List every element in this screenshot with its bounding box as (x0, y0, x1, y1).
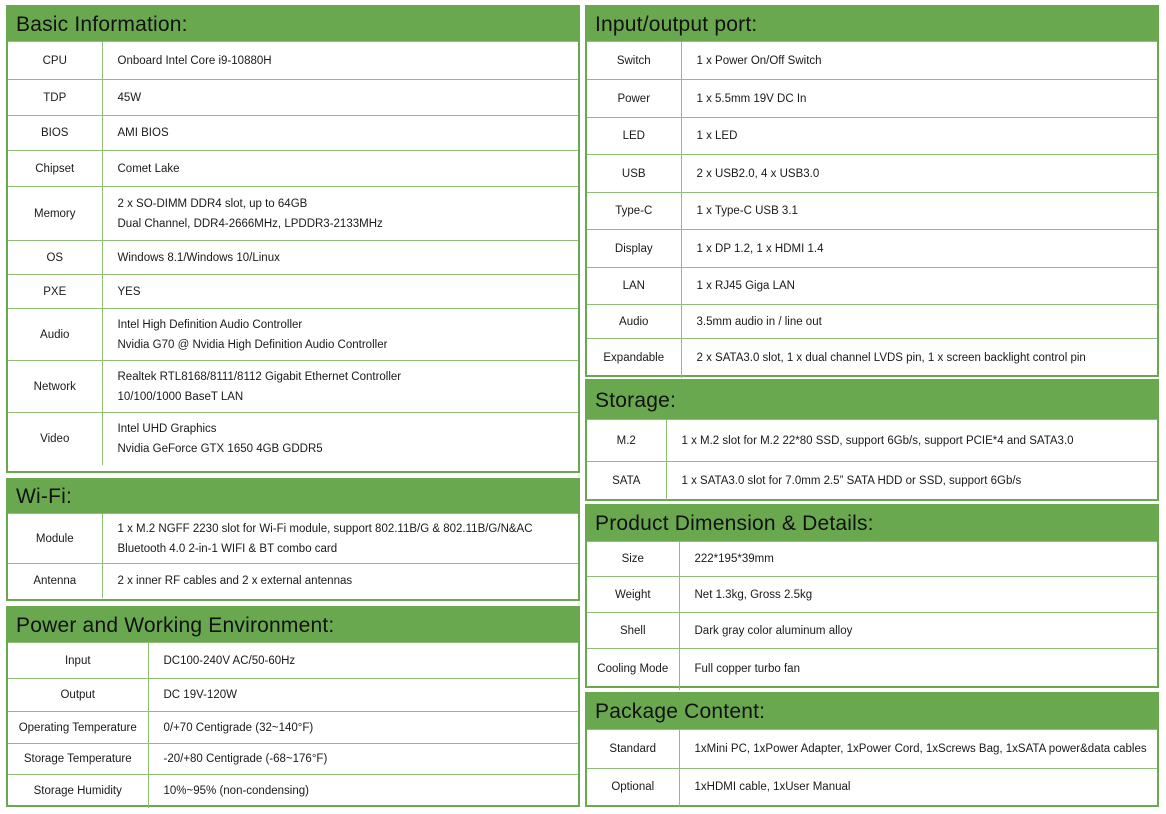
spec-value-line: 1 x Power On/Off Switch (696, 54, 822, 67)
basic-section-title: Basic Information: (8, 7, 578, 41)
table-row (8, 744, 578, 775)
io-section (585, 5, 1159, 377)
spec-label: M.2 (587, 420, 666, 462)
spec-value-line: 1 x DP 1.2, 1 x HDMI 1.4 (696, 242, 824, 255)
table-row (587, 420, 1157, 462)
spec-label: LAN (587, 268, 681, 305)
io-section-title: Input/output port: (587, 7, 1157, 41)
wifi-section-title: Wi-Fi: (8, 480, 578, 513)
package-spec-table (587, 729, 1157, 806)
spec-value (102, 151, 578, 187)
spec-value (102, 361, 578, 413)
spec-value-line: 3.5mm audio in / line out (696, 315, 822, 328)
table-row (587, 730, 1157, 769)
spec-value (666, 462, 1157, 500)
table-row (8, 80, 578, 116)
wifi-section (6, 478, 580, 601)
spec-label: Chipset (8, 151, 102, 187)
dimension-section-title: Product Dimension & Details: (587, 506, 1157, 541)
package-section-title: Package Content: (587, 694, 1157, 729)
table-row (8, 514, 578, 564)
spec-value (681, 118, 1157, 155)
spec-label: Weight (587, 577, 679, 613)
spec-label: TDP (8, 80, 102, 116)
spec-value-line: Nvidia G70 @ Nvidia High Definition Audio Controller (117, 338, 388, 351)
spec-label: LED (587, 118, 681, 155)
spec-label: Output (8, 679, 148, 712)
spec-label: BIOS (8, 116, 102, 151)
spec-value-line: -20/+80 Centigrade (-68~176°F) (163, 753, 328, 765)
spec-label: Optional (587, 769, 679, 806)
spec-value (681, 305, 1157, 339)
wifi-spec-table (8, 513, 578, 598)
basic-spec-table (8, 41, 578, 465)
spec-value-line: 1xMini PC, 1xPower Adapter, 1xPower Cord, 1xScrews Bag, 1xSATA power&data cables (694, 743, 1147, 755)
spec-label: Expandable (587, 339, 681, 378)
table-row (587, 613, 1157, 649)
spec-value-line: Onboard Intel Core i9-10880H (117, 54, 272, 67)
spec-value-line: DC 19V-120W (163, 689, 238, 701)
spec-label: Cooling Mode (587, 649, 679, 690)
spec-value-line: YES (117, 285, 141, 298)
spec-value (102, 309, 578, 361)
dimension-section (585, 504, 1159, 688)
table-row (587, 339, 1157, 378)
table-row (8, 564, 578, 598)
spec-value (102, 116, 578, 151)
spec-value (102, 275, 578, 309)
spec-value-line: 1 x SATA3.0 slot for 7.0mm 2.5” SATA HDD or SSD, support 6Gb/s (681, 474, 1022, 487)
spec-label: USB (587, 155, 681, 193)
spec-value-line: Realtek RTL8168/8111/8112 Gigabit Ethernet Controller (117, 370, 402, 383)
table-row (587, 42, 1157, 80)
table-row (587, 80, 1157, 118)
spec-value (679, 542, 1157, 577)
table-row (587, 649, 1157, 690)
spec-value (102, 80, 578, 116)
spec-value-line: 1 x M.2 NGFF 2230 slot for Wi-Fi module, support 802.11B/G & 802.11B/G/N&AC (117, 522, 533, 535)
table-row (8, 187, 578, 241)
spec-value (148, 712, 578, 744)
spec-value-line: 10%~95% (non-condensing) (163, 785, 309, 798)
package-section (585, 692, 1159, 807)
spec-value (681, 230, 1157, 268)
spec-label: Memory (8, 187, 102, 241)
table-row (8, 309, 578, 361)
spec-value (681, 268, 1157, 305)
table-row (8, 42, 578, 80)
spec-value-line: Dark gray color aluminum alloy (694, 624, 853, 637)
spec-value-line: DC100-240V AC/50-60Hz (163, 654, 296, 667)
spec-label: Power (587, 80, 681, 118)
table-row (8, 275, 578, 309)
table-row (587, 542, 1157, 577)
table-row (8, 413, 578, 465)
table-row (587, 769, 1157, 806)
spec-value (148, 643, 578, 679)
spec-value-line: 1 x RJ45 Giga LAN (696, 280, 795, 292)
spec-value (666, 420, 1157, 462)
spec-value (681, 339, 1157, 378)
spec-label: Video (8, 413, 102, 465)
spec-label: Type-C (587, 193, 681, 230)
spec-label: Operating Temperature (8, 712, 148, 744)
spec-value (679, 769, 1157, 806)
table-row (587, 268, 1157, 305)
spec-label: Size (587, 542, 679, 577)
spec-label: Audio (8, 309, 102, 361)
table-row (8, 151, 578, 187)
table-row (587, 230, 1157, 268)
spec-value (102, 42, 578, 80)
spec-value (102, 413, 578, 465)
spec-value (102, 514, 578, 564)
spec-value (679, 613, 1157, 649)
table-row (8, 361, 578, 413)
storage-section-title: Storage: (587, 381, 1157, 419)
power-spec-table (8, 642, 578, 808)
spec-value (102, 241, 578, 275)
spec-value-line: 2 x USB2.0, 4 x USB3.0 (696, 167, 820, 180)
spec-label: Storage Temperature (8, 744, 148, 775)
spec-value-line: Comet Lake (117, 162, 180, 175)
spec-label: Module (8, 514, 102, 564)
spec-label: Antenna (8, 564, 102, 598)
spec-label: Storage Humidity (8, 775, 148, 808)
spec-value-line: Full copper turbo fan (694, 663, 800, 676)
spec-label: Network (8, 361, 102, 413)
table-row (587, 155, 1157, 193)
spec-label: OS (8, 241, 102, 275)
io-spec-table (587, 41, 1157, 378)
spec-value (681, 193, 1157, 230)
spec-value (148, 679, 578, 712)
spec-value-line: 222*195*39mm (694, 553, 774, 565)
spec-value (681, 155, 1157, 193)
spec-value-line: 1 x M.2 slot for M.2 22*80 SSD, support 6Gb/s, support PCIE*4 and SATA3.0 (681, 434, 1074, 447)
dimension-spec-table (587, 541, 1157, 690)
spec-value (102, 564, 578, 598)
spec-value (102, 187, 578, 241)
table-row (587, 118, 1157, 155)
spec-label: Shell (587, 613, 679, 649)
spec-value-line: 10/100/1000 BaseT LAN (117, 390, 244, 403)
spec-value-line: Windows 8.1/Windows 10/Linux (117, 251, 280, 264)
table-row (8, 643, 578, 679)
spec-value-line: 1 x 5.5mm 19V DC In (696, 92, 807, 105)
spec-value-line: Net 1.3kg, Gross 2.5kg (694, 588, 813, 601)
table-row (8, 116, 578, 151)
spec-value-line: AMI BIOS (117, 127, 169, 139)
table-row (8, 775, 578, 808)
spec-value-line: 2 x inner RF cables and 2 x external antennas (117, 574, 353, 587)
spec-value-line: 1xHDMI cable, 1xUser Manual (694, 781, 851, 794)
spec-value-line: Dual Channel, DDR4-2666MHz, LPDDR3-2133MHz (117, 217, 383, 230)
basic-info-section (6, 5, 580, 473)
spec-label: Switch (587, 42, 681, 80)
spec-value (148, 775, 578, 808)
spec-value-line: 1 x Type-C USB 3.1 (696, 205, 798, 217)
spec-value (681, 80, 1157, 118)
spec-label: Display (587, 230, 681, 268)
table-row (587, 305, 1157, 339)
table-row (8, 679, 578, 712)
spec-value-line: Nvidia GeForce GTX 1650 4GB GDDR5 (117, 442, 323, 455)
spec-value-line: Intel UHD Graphics (117, 422, 217, 435)
table-row (587, 193, 1157, 230)
spec-label: Audio (587, 305, 681, 339)
spec-value-line: 1 x LED (696, 130, 738, 142)
spec-value (679, 577, 1157, 613)
spec-label: CPU (8, 42, 102, 80)
spec-value (681, 42, 1157, 80)
table-row (8, 712, 578, 744)
power-section-title: Power and Working Environment: (8, 608, 578, 642)
table-row (587, 577, 1157, 613)
table-row (587, 462, 1157, 500)
spec-value-line: 2 x SO-DIMM DDR4 slot, up to 64GB (117, 197, 308, 210)
spec-label: Standard (587, 730, 679, 769)
spec-value-line: Bluetooth 4.0 2-in-1 WIFI & BT combo card (117, 542, 338, 555)
storage-spec-table (587, 419, 1157, 500)
spec-value (679, 649, 1157, 690)
spec-value (148, 744, 578, 775)
spec-value-line: 0/+70 Centigrade (32~140°F) (163, 721, 314, 734)
spec-label: Input (8, 643, 148, 679)
spec-label: SATA (587, 462, 666, 500)
spec-value-line: 45W (117, 91, 142, 104)
storage-section (585, 379, 1159, 501)
spec-label: PXE (8, 275, 102, 309)
spec-value-line: Intel High Definition Audio Controller (117, 318, 303, 331)
table-row (8, 241, 578, 275)
spec-value (679, 730, 1157, 769)
power-section (6, 606, 580, 807)
spec-value-line: 2 x SATA3.0 slot, 1 x dual channel LVDS pin, 1 x screen backlight control pin (696, 352, 1086, 365)
